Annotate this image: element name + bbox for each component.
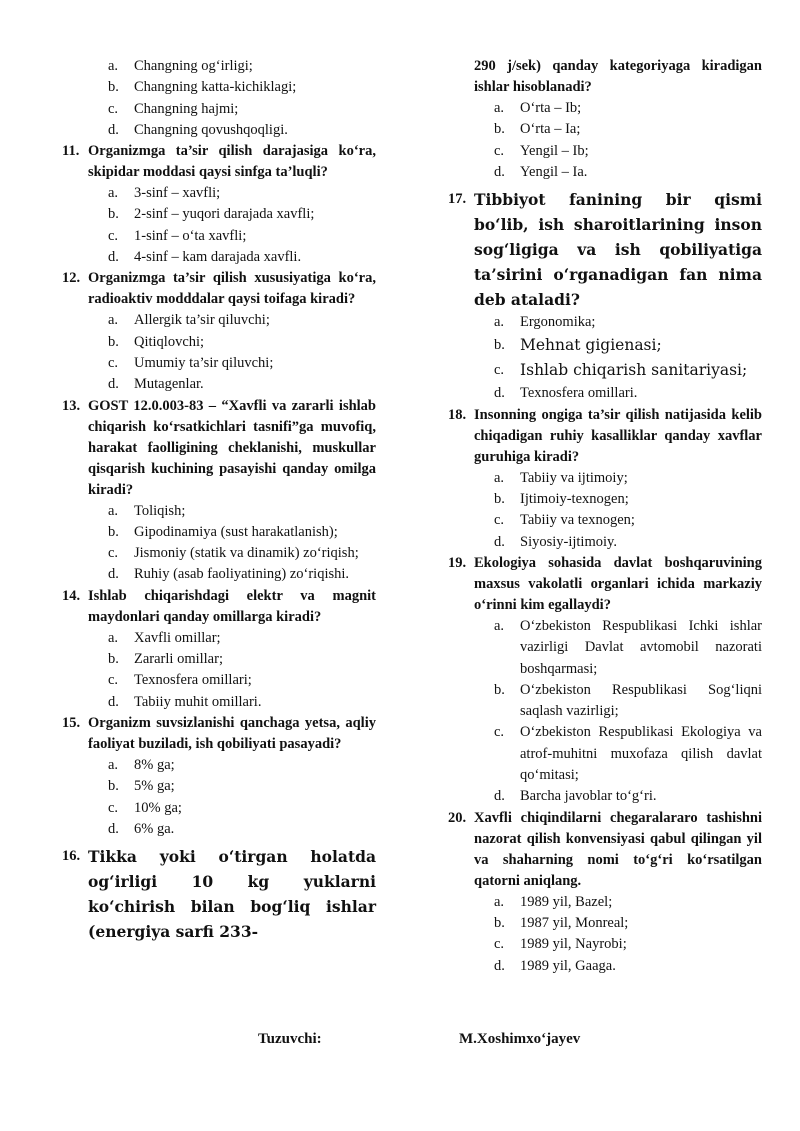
option-letter: a. [108,629,119,646]
option-item [494,141,762,162]
option-text: O‘zbekiston Respublikasi Ekologiya va atrof-muhitni muxofaza qilish davlat qo‘mitasi; [520,724,762,784]
question-text: Tibbiyot fanining bir qismi bo‘lib, ish sharoitlarining inson sog‘ligiga va ish qobiliyatiga ta’sirini o‘rganadigan fan nima deb ataladi? [474,190,762,310]
option-item [108,522,376,543]
option-item [108,755,376,776]
option-letter: d. [108,693,119,710]
option-text: O‘zbekiston Respublikasi Ichki ishlar vazirligi Davlat avtomobil nazorati boshqarmasi; [520,617,762,677]
option-letter: c. [494,512,505,529]
option-text: 1989 yil, Bazel; [520,893,613,910]
option-text: Changning hajmi; [134,100,239,117]
option-letter: b. [494,681,505,698]
option-text: O‘rta – Ib; [520,100,582,116]
option-letter: c. [494,724,505,741]
option-item [108,628,376,649]
option-text: Jismoniy (statik va dinamik) zo‘riqish; [134,545,359,562]
option-text: 4-sinf – kam darajada xavfli. [134,249,302,266]
option-text: Ijtimoiy-texnogen; [520,491,629,508]
option-text: 1989 yil, Nayrobi; [520,936,627,953]
option-letter: a. [494,893,505,910]
option-item [494,333,762,358]
question-14 [62,586,376,628]
option-text: Changning og‘irligi; [134,58,253,74]
option-letter: c. [494,362,505,379]
option-text: Texnosfera omillari. [520,385,638,402]
option-letter: c. [108,545,119,562]
option-letter: d. [494,385,505,402]
option-text: Allergik ta’sir qiluvchi; [134,312,270,329]
option-list [62,310,376,395]
option-text: Tabiiy va texnogen; [520,512,635,529]
option-letter: c. [108,227,119,244]
option-letter: b. [108,778,119,795]
option-item [108,247,376,268]
option-letter: d. [108,376,119,393]
question-number: 11. [62,143,80,160]
option-item [494,722,762,786]
option-letter: a. [108,756,119,773]
option-letter: d. [108,121,119,138]
option-text: Tabiiy va ijtimoiy; [520,469,628,486]
option-letter: d. [494,957,505,974]
question-text: GOST 12.0.003-83 – “Xavfli va zararli ishlab chiqarish ko‘rsatkichlari tasnifi”ga muvofiq, harakat faolligining cheklanishi, muskullar qisqarish kuchining pasayishi qanday omilga kiradi? [88,397,376,498]
question-text: Ekologiya sohasida davlat boshqaruvining maxsus vakolatli organlari ichida markaziy o‘rinni kim egallaydi? [474,554,762,613]
option-item [108,798,376,819]
question-number: 13. [62,397,81,414]
option-item [108,204,376,225]
option-item [494,383,762,404]
option-letter: a. [494,469,505,486]
option-letter: b. [494,337,505,354]
question-text: Organizm suvsizlanishi qanchaga yetsa, aqliy faoliyat buziladi, ish qobiliyati pasayadi? [88,714,376,752]
question-18 [448,405,762,468]
option-item [108,99,376,120]
option-letter: d. [108,820,119,837]
question-number: 16. [62,848,81,865]
option-item [108,819,376,840]
option-text: Ergonomika; [520,314,596,331]
option-list [448,468,762,553]
option-letter: b. [494,914,505,931]
option-item [494,934,762,955]
question-text: Insonning ongiga ta’sir qilish natijasida kelib chiqadigan ruhiy kasalliklar qanday xavflar guruhiga kiradi? [474,406,762,465]
question-15 [62,713,376,755]
option-letter: c. [494,936,505,953]
option-text: Xavfli omillar; [134,629,221,646]
option-item [494,312,762,333]
compiler-name: M.Xoshimxo‘jayev [459,1031,581,1047]
option-item [108,120,376,141]
option-letter: b. [494,491,505,508]
option-letter: c. [494,142,505,159]
option-letter: d. [494,533,505,550]
compiler-label: Tuzuvchi: [258,1031,322,1047]
option-item [108,692,376,713]
option-item [494,680,762,723]
option-item [494,119,762,140]
option-item [108,374,376,395]
option-item [494,616,762,680]
option-item [494,913,762,934]
option-list [62,628,376,713]
option-list [62,183,376,268]
option-letter: d. [494,788,505,805]
question-number: 20. [448,809,467,826]
option-item [108,564,376,585]
question-number: 15. [62,714,81,731]
option-item [494,162,762,183]
option-list [448,616,762,808]
question-13 [62,396,376,501]
question-17 [448,187,762,312]
question-19 [448,553,762,616]
right-column [448,56,762,977]
option-text: Gipodinamiya (sust harakatlanish); [134,523,338,540]
option-text: Tabiiy muhit omillari. [134,693,262,710]
option-letter: b. [108,523,119,540]
option-text: 3-sinf – xavfli; [134,185,221,202]
option-list [448,312,762,405]
option-letter: d. [108,566,119,583]
option-text: 6% ga. [134,820,175,837]
option-text: 5% ga; [134,778,175,795]
option-letter: b. [108,79,119,96]
option-item [108,226,376,247]
option-letter: a. [108,185,119,202]
option-letter: c. [108,672,119,689]
question-number: 18. [448,406,467,423]
option-item [494,358,762,383]
option-text: 10% ga; [134,799,182,816]
option-letter: a. [494,617,505,634]
option-list [448,892,762,977]
option-item [494,786,762,807]
question-number: 12. [62,270,81,287]
option-text: Ishlab chiqarish sanitariyasi; [520,361,748,380]
option-item [108,353,376,374]
option-letter: c. [108,799,119,816]
option-item [494,532,762,553]
left-column [62,56,376,944]
question-number: 19. [448,554,467,571]
option-text: Umumiy ta’sir qiluvchi; [134,354,274,371]
option-item [108,501,376,522]
option-text: Mutagenlar. [134,376,204,393]
question-20 [448,808,762,892]
option-text: Qitiqlovchi; [134,333,205,350]
option-text: 2-sinf – yuqori darajada xavfli; [134,206,315,223]
option-text: 1987 yil, Monreal; [520,914,629,931]
question-text: Organizmga ta’sir qilish darajasiga ko‘ra, skipidar moddasi qaysi sinfga ta’luqli? [88,143,376,181]
option-list [62,501,376,586]
option-item [108,183,376,204]
option-text: Zararli omillar; [134,651,223,668]
option-text: Changning qovushqoqligi. [134,121,288,138]
option-text: Barcha javoblar to‘g‘ri. [520,788,657,805]
option-letter: b. [494,121,505,138]
option-text: 1-sinf – o‘ta xavfli; [134,227,247,244]
option-letter: d. [108,249,119,266]
question-12 [62,268,376,310]
option-list [448,98,762,183]
question-text: Ishlab chiqarishdagi elektr va magnit maydonlari qanday omillarga kiradi? [88,587,376,625]
option-letter: b. [108,333,119,350]
question-11 [62,141,376,183]
question-text: Organizmga ta’sir qilish xususiyatiga ko‘ra, radioaktiv modddalar qaysi toifaga kiradi? [88,270,376,308]
option-text: Mehnat gigienasi; [520,336,662,355]
option-item [494,510,762,531]
question-text: Tikka yoki o‘tirgan holatda og‘irligi 10 kg yuklarni ko‘chirish bilan bog‘liq ishlar (energiya sarfi 233- [88,847,376,942]
option-item [494,956,762,977]
option-item [108,776,376,797]
option-item [108,56,376,77]
option-letter: a. [108,312,119,329]
option-text: Texnosfera omillari; [134,672,252,689]
option-letter: a. [108,502,119,519]
option-item [108,670,376,691]
option-item [494,98,762,119]
option-item [494,489,762,510]
option-text: Ruhiy (asab faoliyatining) zo‘riqishi. [134,566,350,583]
option-text: O‘zbekiston Respublikasi Sog‘liqni saqlash vazirligi; [520,681,762,720]
option-letter: a. [108,58,119,74]
option-letter: b. [108,206,119,223]
option-letter: c. [108,354,119,371]
question-16-continuation: 290 j/sek) qanday kategoriyaga kiradigan ishlar hisoblanadi? [474,58,762,95]
question-number: 14. [62,587,81,604]
option-text: Yengil – Ib; [520,142,589,159]
option-item [494,892,762,913]
option-item [108,77,376,98]
option-item [108,332,376,353]
question-16 [62,844,376,944]
option-text: O‘rta – Ia; [520,121,581,138]
option-letter: a. [494,314,505,331]
option-list [62,56,376,141]
option-text: Yengil – Ia. [520,163,588,180]
option-text: Toliqish; [134,502,186,519]
question-number: 17. [448,191,467,208]
option-letter: c. [108,100,119,117]
option-text: 8% ga; [134,756,175,773]
question-text: Xavfli chiqindilarni chegaralararo tashishni nazorat qilish konvensiyasi qabul qilingan yil va shaharning nomi to‘g‘ri ko‘rsatilgan qatorni aniqlang. [474,809,762,889]
option-item [108,310,376,331]
option-letter: b. [108,651,119,668]
option-item [108,649,376,670]
option-item [108,543,376,564]
option-list [62,755,376,840]
option-item [494,468,762,489]
option-letter: a. [494,100,505,116]
option-text: 1989 yil, Gaaga. [520,957,616,974]
option-text: Changning katta-kichiklagi; [134,79,297,96]
option-letter: d. [494,163,505,180]
option-text: Siyosiy-ijtimoiy. [520,533,617,550]
